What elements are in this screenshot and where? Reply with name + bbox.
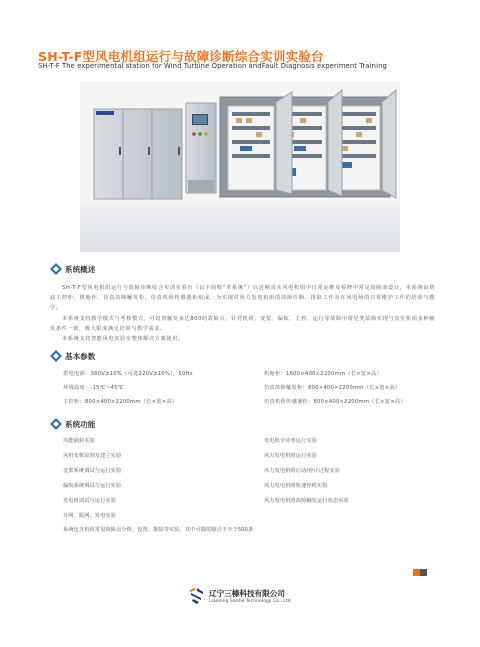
function-item: 风力发电机组快速停机实验 [264,483,328,489]
section-title: 系统概述 [65,264,96,274]
params-heading [50,350,95,362]
function-item: 风力发电机组故障触发运行状态实验 [264,498,349,504]
company-name-en: Liaoning Sanhe Technology Co., Ltd [209,599,291,604]
company-logo-icon [189,587,205,605]
function-item: 风机变桨原理及建立实验 [63,453,122,459]
overview-paragraph: 本系统支持教学模式与考核模式，可设置触发多达800的故障点，针对机组、变浆、偏航、主控、运行等故障中常见类故障实现与真实机组多种触发条件一致，极大限度满足培训与教学需求。 [50,316,435,333]
param-item: 主控柜：800×400×2200mm（长×宽×高） [63,399,178,405]
section-title: 基本参数 [65,351,96,361]
function-item: 并网、脱网、发电实验 [63,513,116,519]
function-item: 风力发电机组启动/停止过程实验 [264,468,340,474]
overview-paragraph: SH-T-F型风电机组运行与故障诊断综合实训实验台（以下简称“本系统”）以近期真实风电机组中日常运维及检修中常见故障而设计，本系统由塔底主控柜、机舱柜、仿真故障触发柜、仿真机组传感器柜组成，为实现对风力发电机组的故障诊断、排除工作及在风电场的日常维护工作的培训与教学。 [50,285,435,312]
function-item: 偏航系统调试与运行实验 [63,483,122,489]
company-name: 辽宁三榛科技有限公司 [209,589,285,598]
param-item: 机舱柜：1600×400×2200mm（长×宽×高） [264,371,383,377]
functions-footnote: 系统包含机组常见故障点分析、设置、排除等实验，其中可做故障点不少于500条 [63,527,254,533]
function-item: 发电机调试与运行实验 [63,498,116,504]
page-marker [413,569,427,576]
document-title: SH-T-F型风电机组运行与故障诊断综合实训实验台 [38,49,324,64]
equipment-photo [80,82,400,252]
overview-paragraph: 本系统支持智能风电实验室整体解决方案使用。 [62,336,184,342]
function-item: 发电机全功率运行实验 [264,438,317,444]
section-title: 系统功能 [65,419,96,429]
function-item: 风力发电机组运行实验 [264,453,317,459]
param-item: 仿真机组传感器柜：800×400×2200mm（长×宽×高） [264,399,406,405]
param-item: 环境温度：-15℃~45℃ [63,385,124,391]
param-item: 仿真故障触发柜：800×400×2200mm（长×宽×高） [264,385,401,391]
section-bullet-icon [50,350,62,362]
section-bullet-icon [50,263,62,275]
functions-heading [50,418,95,430]
param-item: 供电电源：380V±10%（可选220V±10%），50Hz [63,371,193,377]
section-bullet-icon [50,418,62,430]
function-item: 风能捕获实验 [63,438,95,444]
document-subtitle: SH-T-F The experimental station for Wind Turbine Operation andFault Diagnosis experiment Training [38,62,387,70]
overview-heading [50,263,95,275]
function-item: 变桨系统调试与运行实验 [63,468,122,474]
